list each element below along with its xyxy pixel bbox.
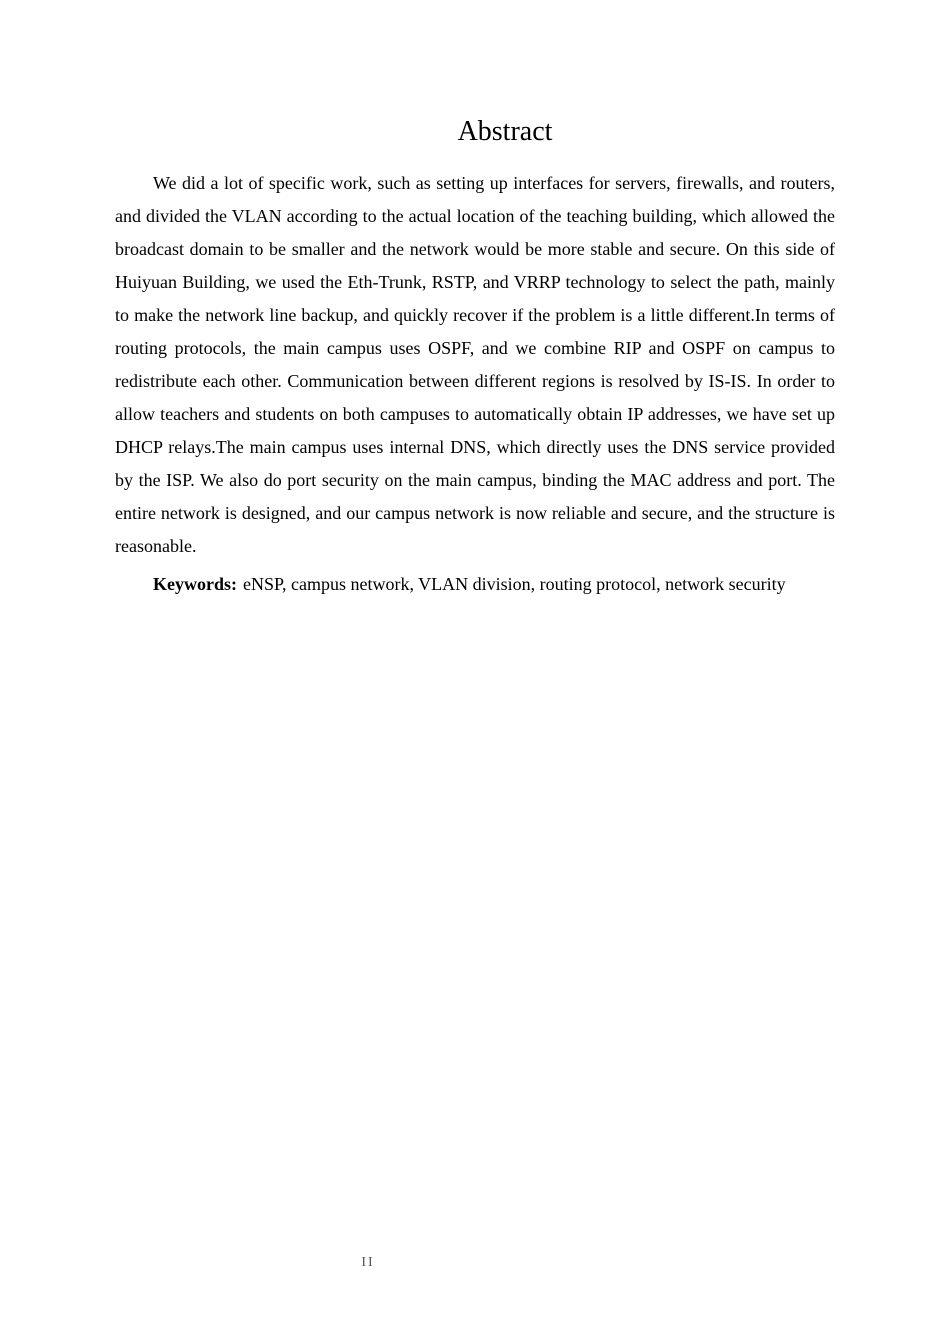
keywords-list: eNSP, campus network, VLAN division, routing protocol, network security (243, 574, 786, 594)
abstract-paragraph: We did a lot of specific work, such as setting up interfaces for servers, firewalls, and routers, and divided the VLAN according to the actual location of the teaching building, which allowed the broadcast domain to be smaller and the network would be more stable and secure. On this side of Huiyuan Building, we used the Eth-Trunk, RSTP, and VRRP technology to select the path, mainly to make the network line backup, and quickly recover if the problem is a little different.In terms of routing protocols, the main campus uses OSPF, and we combine RIP and OSPF on campus to redistribute each other. Communication between different regions is resolved by IS-IS. In order to allow teachers and students on both campuses to automatically obtain IP addresses, we have set up DHCP relays.The main campus uses internal DNS, which directly uses the DNS service provided by the ISP. We also do port security on the main campus, binding the MAC address and port. The entire network is designed, and our campus network is now reliable and secure, and the structure is reasonable. (115, 173, 835, 556)
abstract-title: Abstract (457, 116, 553, 147)
keywords-line (115, 568, 835, 601)
keywords-label: Keywords: (153, 574, 237, 594)
page-number: II (361, 1255, 375, 1270)
